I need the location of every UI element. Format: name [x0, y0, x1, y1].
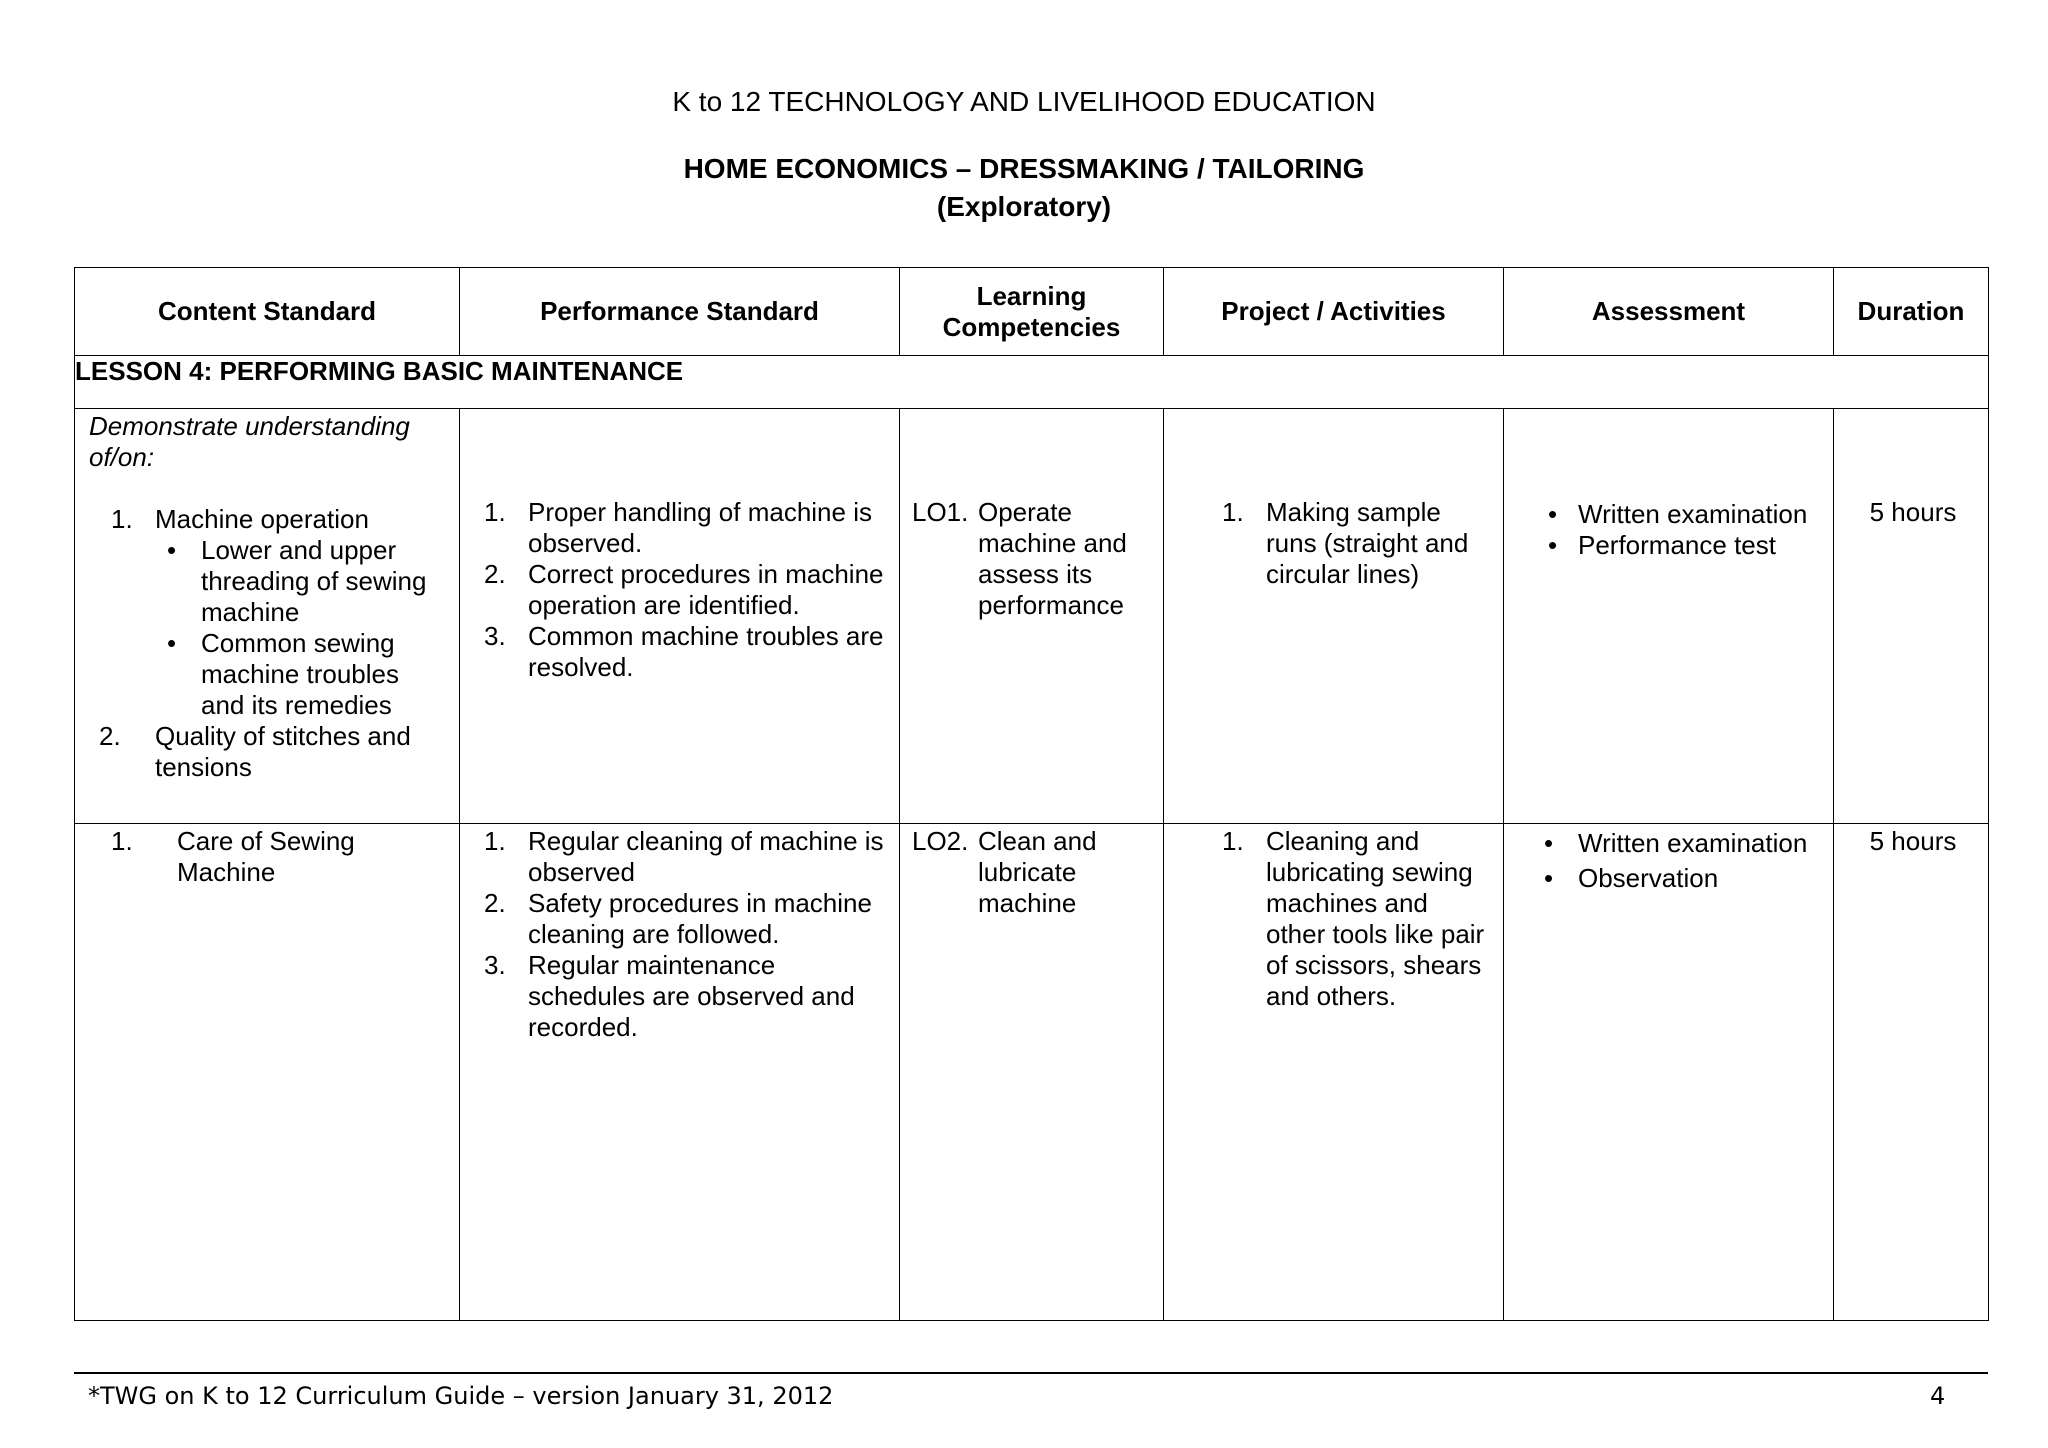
col-header-learning-competencies: Learning Competencies: [900, 268, 1164, 356]
list-item: 1. Care of Sewing Machine: [111, 826, 355, 887]
list-item: • Observation: [1544, 863, 1719, 893]
col-header-content-standard: Content Standard: [75, 268, 460, 356]
content-standard-cell: [75, 409, 460, 824]
list-item: 2. Correct procedures in machine operation are identified.: [484, 559, 884, 620]
list-item: 3. Common machine troubles are resolved.: [484, 621, 884, 682]
list-item: 2. Safety procedures in machine cleaning are followed.: [484, 888, 872, 949]
footer-divider: [74, 1372, 1988, 1374]
list-item: 1. Proper handling of machine is observed.: [484, 497, 872, 558]
learning-competency-cell: [900, 824, 1164, 1321]
subject-type: (Exploratory): [936, 191, 1112, 222]
project-activities-cell: [1164, 824, 1504, 1321]
curriculum-table: [74, 267, 1989, 1321]
list-item: • Lower and upper threading of sewing machine: [167, 535, 427, 627]
table-row: [75, 824, 1989, 1321]
list-item: 1. Making sample runs (straight and circular lines): [1222, 497, 1469, 589]
duration-cell: [1834, 824, 1989, 1321]
content-intro: Demonstrate understanding of/on:: [89, 411, 410, 472]
table-row: [75, 409, 1989, 824]
duration-value: 5 hours: [1869, 497, 1957, 527]
list-item: • Written examination: [1544, 828, 1808, 858]
list-item: 1. Machine operation: [111, 504, 369, 534]
performance-standard-cell: [460, 824, 900, 1321]
assessment-cell: [1504, 824, 1834, 1321]
list-item: 2. Quality of stitches and tensions: [99, 721, 411, 782]
document-subtitle: [0, 150, 2048, 226]
col-header-project-activities: Project / Activities: [1164, 268, 1504, 356]
list-item: • Written examination: [1548, 499, 1808, 529]
table-header-row: [75, 268, 1989, 356]
list-item: 3. Regular maintenance schedules are observed and recorded.: [484, 950, 855, 1042]
learning-outcome: LO1. Operate machine and assess its performance: [912, 497, 1127, 620]
page-number: 4: [1930, 1382, 1946, 1410]
performance-standard-cell: [460, 409, 900, 824]
list-item: 1. Cleaning and lubricating sewing machines and other tools like pair of scissors, shears and others.: [1222, 826, 1485, 1011]
duration-value: 5 hours: [1869, 826, 1957, 856]
content-standard-cell: [75, 824, 460, 1321]
learning-outcome: LO2. Clean and lubricate machine: [912, 826, 1097, 918]
project-activities-cell: [1164, 409, 1504, 824]
col-header-performance-standard: Performance Standard: [460, 268, 900, 356]
list-item: 1. Regular cleaning of machine is observed: [484, 826, 884, 887]
learning-competency-cell: [900, 409, 1164, 824]
lesson-title: LESSON 4: PERFORMING BASIC MAINTENANCE: [75, 356, 1989, 409]
col-header-duration: Duration: [1834, 268, 1989, 356]
document-title: K to 12 TECHNOLOGY AND LIVELIHOOD EDUCATION: [672, 86, 1376, 117]
duration-cell: [1834, 409, 1989, 824]
subject-title: HOME ECONOMICS – DRESSMAKING / TAILORING: [683, 153, 1365, 184]
lesson-row: [75, 356, 1989, 409]
col-header-assessment: Assessment: [1504, 268, 1834, 356]
list-item: • Performance test: [1548, 530, 1776, 560]
list-item: • Common sewing machine troubles and its remedies: [167, 628, 399, 720]
footer-version: *TWG on K to 12 Curriculum Guide – version January 31, 2012: [88, 1382, 834, 1410]
assessment-cell: [1504, 409, 1834, 824]
